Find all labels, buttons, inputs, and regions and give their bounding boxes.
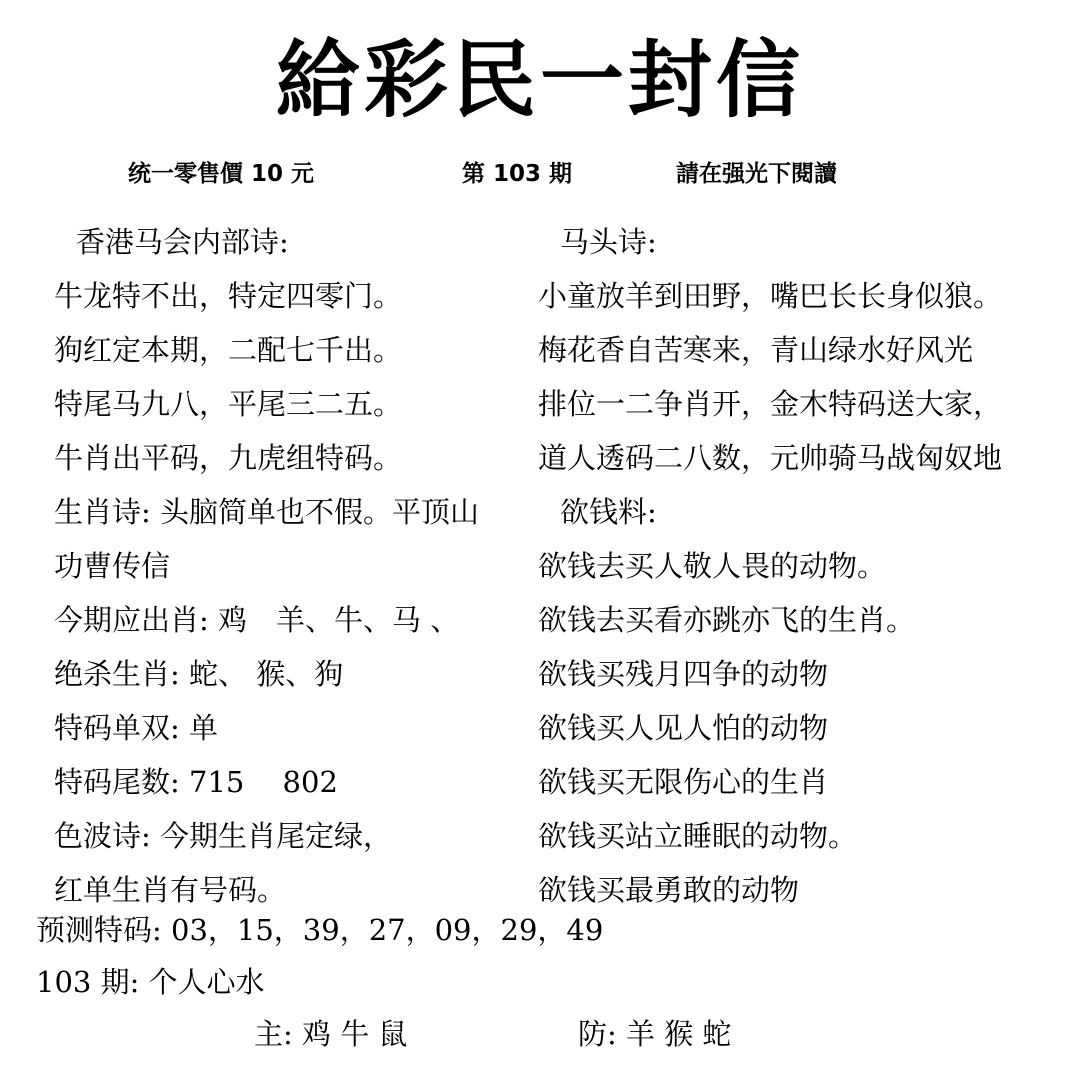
left-heading: 香港马会内部诗: xyxy=(76,225,289,259)
right-heading: 马头诗: xyxy=(560,225,657,259)
money-line: 欲钱买无限伤心的生肖 xyxy=(538,765,829,799)
personal-pick: 103 期: 个人心水 xyxy=(36,965,265,999)
money-line: 欲钱买残月四争的动物 xyxy=(538,657,829,691)
left-line: 牛龙特不出，特定四零门。 xyxy=(54,279,403,313)
left-line: 今期应出肖: 鸡 羊、牛、马 、 xyxy=(54,603,460,637)
poem-line: 道人透码二八数，元帅骑马战匈奴地 xyxy=(538,441,1003,475)
issue-number: 第 103 期 xyxy=(462,161,573,187)
left-line: 狗红定本期，二配七千出。 xyxy=(54,333,403,367)
money-line: 欲钱买人见人怕的动物 xyxy=(538,711,829,745)
reading-note: 請在强光下閱讀 xyxy=(676,161,837,187)
left-line: 功曹传信 xyxy=(54,549,171,583)
left-line: 色波诗: 今期生肖尾定绿， xyxy=(54,819,392,853)
left-line: 特码单双: 单 xyxy=(54,711,218,745)
left-line: 特尾马九八，平尾三二五。 xyxy=(54,387,403,421)
left-line: 特码尾数: 715 802 xyxy=(54,765,338,799)
money-line: 欲钱去买看亦跳亦飞的生肖。 xyxy=(538,603,916,637)
price-text: 统一零售價 10 元 xyxy=(128,161,315,187)
money-line: 欲钱买最勇敢的动物 xyxy=(538,873,800,907)
predicted-numbers: 预测特码: 03，15，39，27，09，29，49 xyxy=(36,913,604,947)
page-title: 給彩民一封信 xyxy=(275,31,804,129)
poem-line: 排位一二争肖开，金木特码送大家， xyxy=(538,387,1003,421)
main-pick: 主: 鸡 牛 鼠 xyxy=(254,1017,408,1051)
guard-pick: 防: 羊 猴 蛇 xyxy=(578,1017,732,1051)
left-line: 生肖诗: 头脑简单也不假。平顶山 xyxy=(54,495,479,529)
left-line: 牛肖出平码，九虎组特码。 xyxy=(54,441,403,475)
left-line: 绝杀生肖: 蛇、 猴、狗 xyxy=(54,657,344,691)
money-line: 欲钱买站立睡眠的动物。 xyxy=(538,819,858,853)
money-heading: 欲钱料: xyxy=(560,495,657,529)
money-line: 欲钱去买人敬人畏的动物。 xyxy=(538,549,887,583)
poem-line: 小童放羊到田野，嘴巴长长身似狼。 xyxy=(538,279,1003,313)
left-line: 红单生肖有号码。 xyxy=(54,873,287,907)
poem-line: 梅花香自苦寒来，青山绿水好风光 xyxy=(538,333,974,367)
